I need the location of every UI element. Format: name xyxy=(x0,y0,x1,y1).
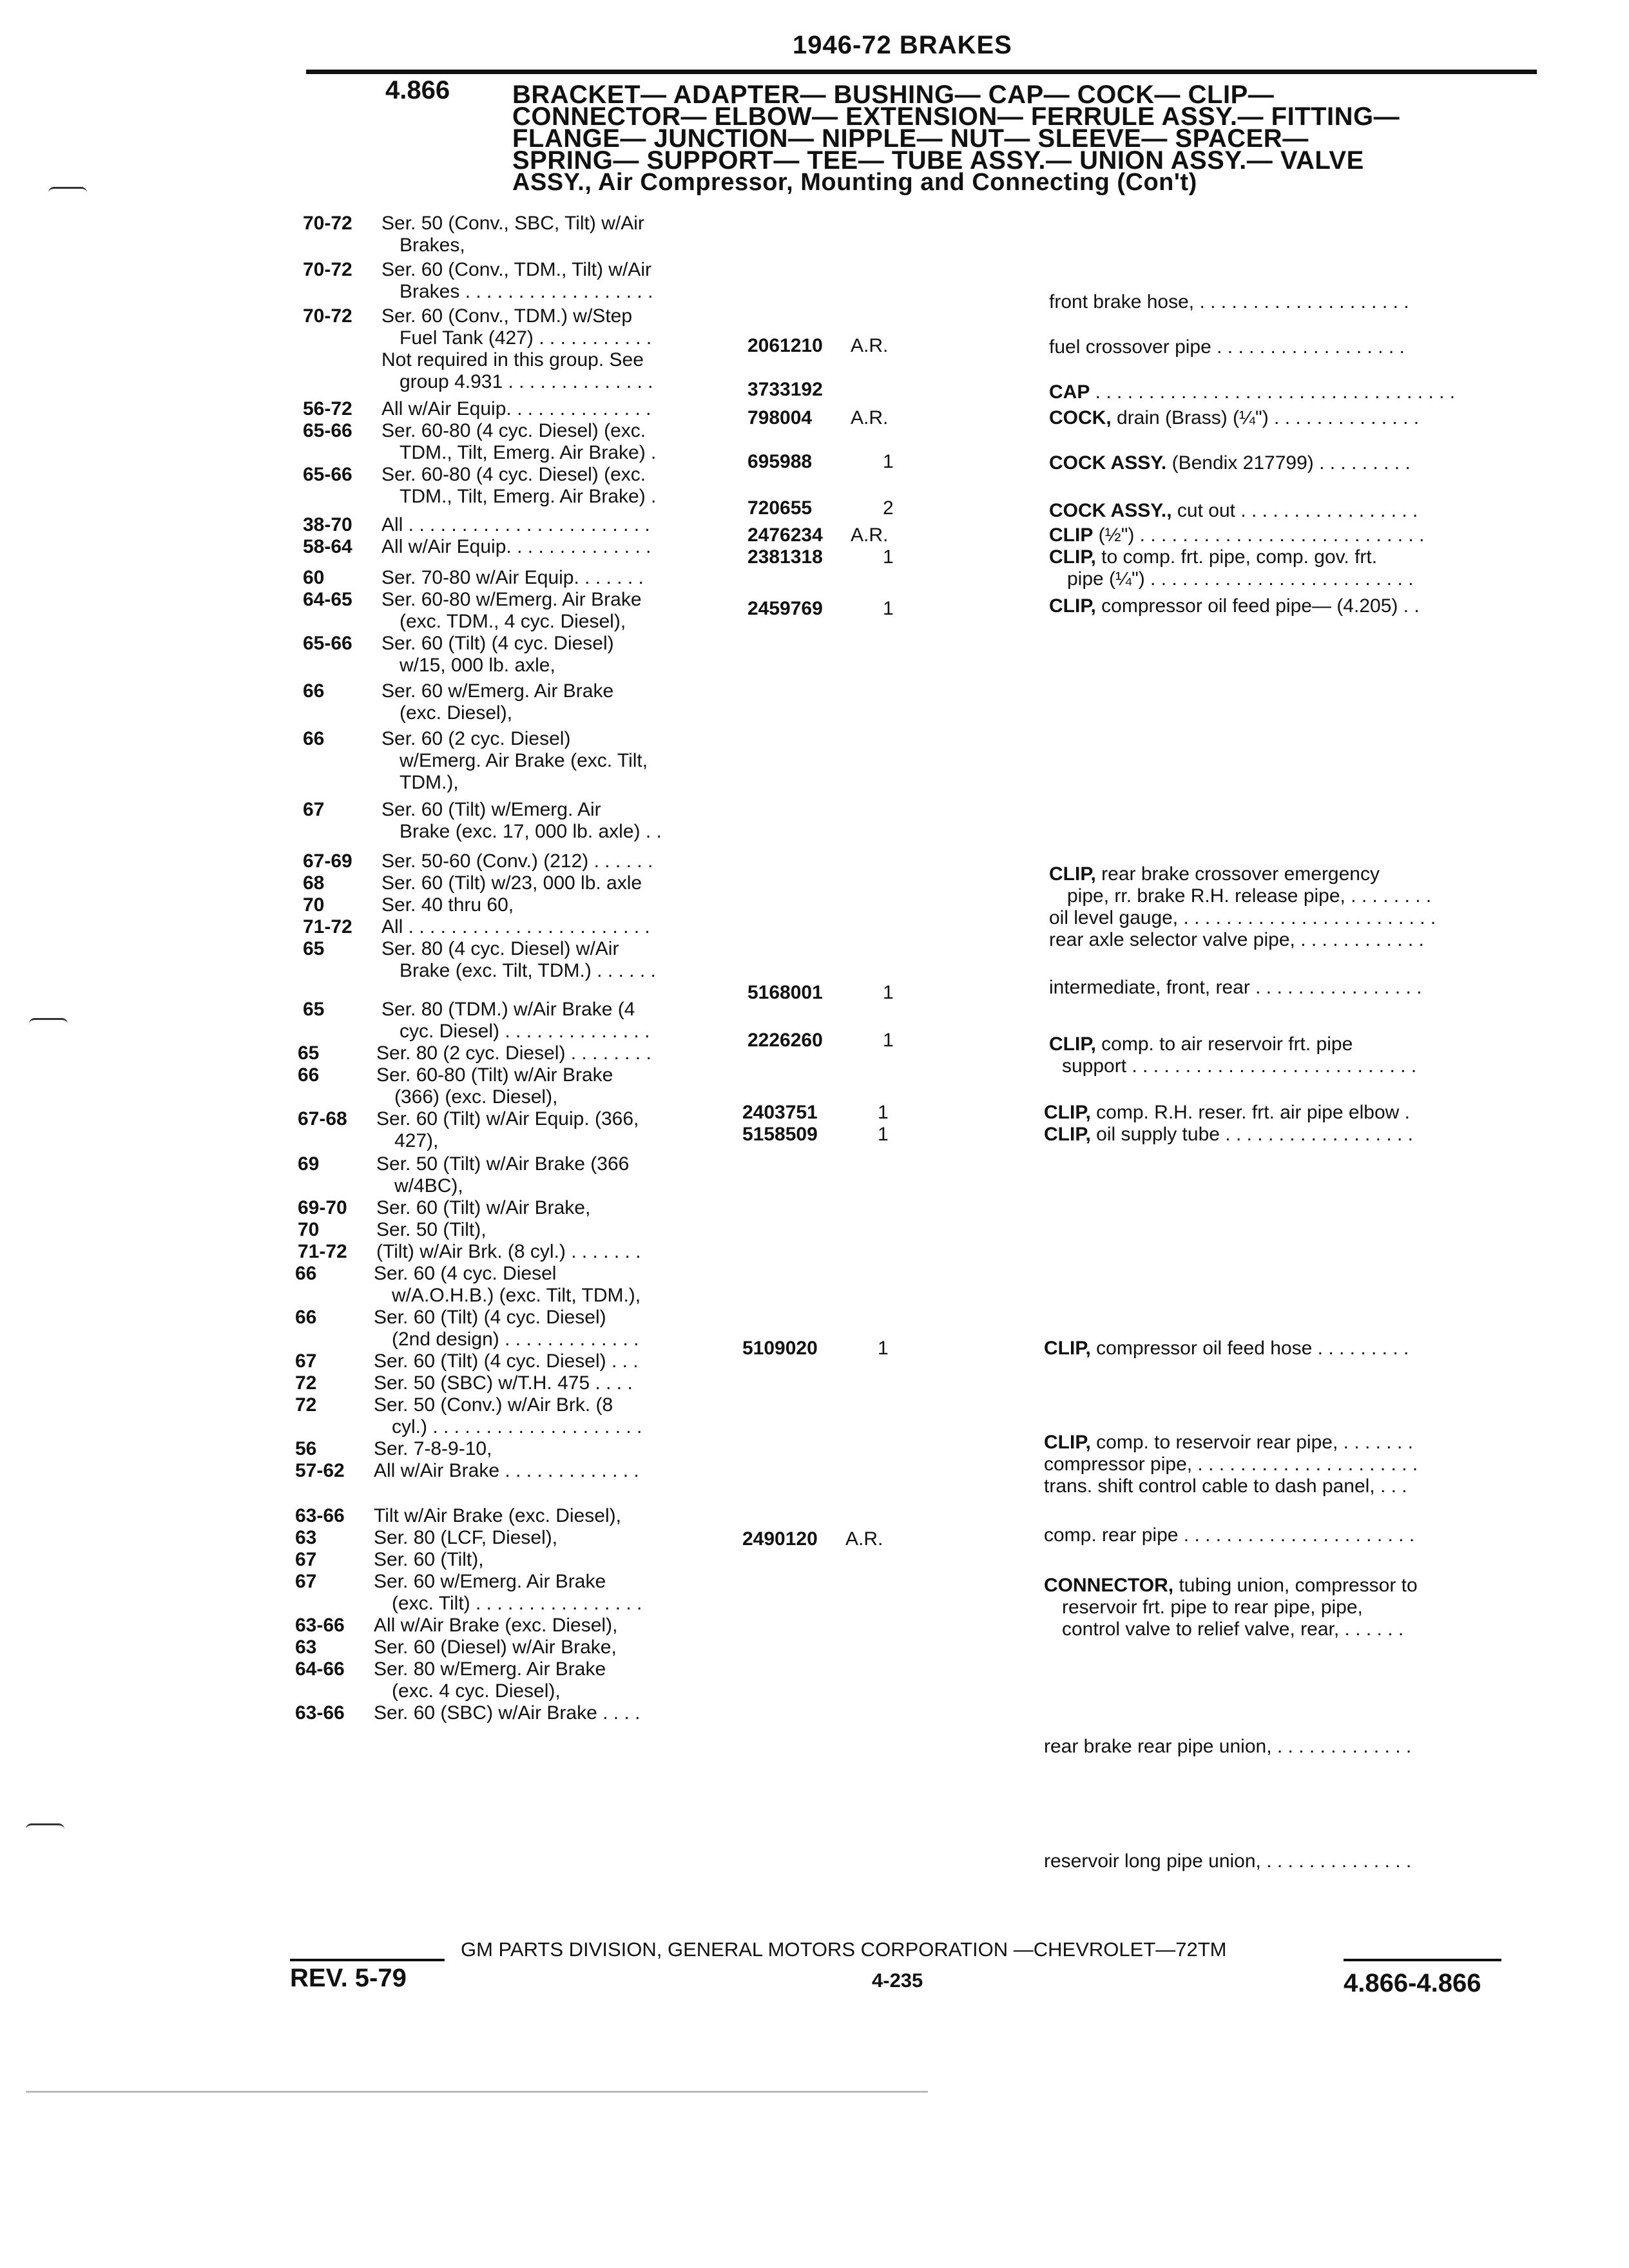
part-name xyxy=(1062,1597,1363,1619)
application-description: (exc. TDM., 4 cyc. Diesel), xyxy=(400,611,626,632)
model-year: 65 xyxy=(303,938,325,959)
application-description: Ser. 40 thru 60, xyxy=(381,894,514,916)
application-description: All w/Air Equip. . . . . . . . . . . . . . xyxy=(381,398,651,419)
part-name-text: trans. shift control cable to dash panel, . . . xyxy=(1044,1475,1407,1497)
part-name-keyword: CLIP, xyxy=(1049,595,1096,617)
model-year: 65-66 xyxy=(303,420,352,441)
quantity: 1 xyxy=(878,1124,889,1145)
application-description: Ser. 80 (LCF, Diesel), xyxy=(374,1527,558,1548)
application-description: w/15, 000 lb. axle, xyxy=(400,655,555,676)
binder-hole-mark xyxy=(26,1823,64,1829)
application-description: w/Emerg. Air Brake (exc. Tilt, xyxy=(400,750,648,771)
model-year: 67 xyxy=(295,1350,317,1372)
model-year: 38-70 xyxy=(303,514,352,535)
part-name-text: (Bendix 217799) . . . . . . . . . xyxy=(1166,452,1411,474)
model-year: 63-66 xyxy=(295,1615,345,1636)
part-name xyxy=(1049,1033,1353,1055)
quantity: A.R. xyxy=(851,407,889,428)
part-name xyxy=(1044,1524,1414,1546)
application-description: Ser. 60 (Tilt) w/Air Equip. (366, xyxy=(376,1108,639,1129)
model-year: 67-69 xyxy=(303,850,352,872)
part-name-text: pipe (¼") . . . . . . . . . . . . . . . . . . . . . . . . . xyxy=(1067,568,1414,590)
part-name xyxy=(1049,500,1418,522)
quantity: 2 xyxy=(883,497,894,519)
application-description: w/4BC), xyxy=(394,1175,463,1196)
application-description: Ser. 50 (Conv., SBC, Tilt) w/Air xyxy=(381,213,644,234)
model-year: 64-65 xyxy=(303,589,352,610)
model-year: 65 xyxy=(298,1043,320,1064)
part-name-text: reservoir long pipe union, . . . . . . . . . . . . . . xyxy=(1044,1850,1412,1872)
application-description: Ser. 80 w/Emerg. Air Brake xyxy=(374,1658,606,1680)
model-year: 69 xyxy=(298,1153,320,1175)
part-name xyxy=(1049,907,1436,929)
application-description: cyc. Diesel) . . . . . . . . . . . . . . xyxy=(400,1021,650,1042)
part-name xyxy=(1049,863,1380,885)
part-name-text: comp. rear pipe . . . . . . . . . . . . . . . . . . . . . . xyxy=(1044,1524,1415,1546)
model-year: 70-72 xyxy=(303,213,352,234)
part-name-keyword: COCK, xyxy=(1049,407,1112,428)
part-name-text: compressor oil feed pipe— (4.205) . . xyxy=(1095,595,1420,617)
part-name xyxy=(1062,1055,1416,1077)
model-year: 70-72 xyxy=(303,259,352,280)
model-year: 70 xyxy=(298,1219,320,1240)
binder-hole-mark xyxy=(48,187,87,193)
part-number: 798004 xyxy=(747,407,813,428)
quantity: A.R. xyxy=(845,1528,883,1550)
quantity: A.R. xyxy=(851,335,889,356)
application-description: Ser. 60 (Conv., TDM., Tilt) w/Air xyxy=(381,259,651,280)
application-description: All w/Air Brake . . . . . . . . . . . . . xyxy=(374,1460,639,1481)
model-year: 63 xyxy=(295,1527,317,1548)
application-description: Ser. 60-80 (Tilt) w/Air Brake xyxy=(376,1064,613,1086)
application-description: Ser. 70-80 w/Air Equip. . . . . . . xyxy=(381,567,644,588)
application-description: Brake (exc. Tilt, TDM.) . . . . . . xyxy=(400,960,656,981)
part-name-text: fuel crossover pipe . . . . . . . . . . . . . . . . . . xyxy=(1049,336,1405,358)
application-description: Tilt w/Air Brake (exc. Diesel), xyxy=(374,1505,621,1526)
application-description: Ser. 80 (TDM.) w/Air Brake (4 xyxy=(381,999,635,1020)
part-name xyxy=(1049,546,1377,568)
application-description: All w/Air Equip. . . . . . . . . . . . . . xyxy=(381,536,651,557)
quantity: A.R. xyxy=(851,524,889,546)
part-name-keyword: CLIP, xyxy=(1044,1102,1091,1123)
application-description: All w/Air Brake (exc. Diesel), xyxy=(374,1615,618,1636)
application-description: Ser. 60-80 w/Emerg. Air Brake xyxy=(381,589,642,610)
model-year: 68 xyxy=(303,872,325,894)
model-year: 63 xyxy=(295,1637,317,1658)
application-description: Ser. 60-80 (4 cyc. Diesel) (exc. xyxy=(381,464,646,485)
model-year: 69-70 xyxy=(298,1197,347,1218)
model-year: 66 xyxy=(298,1064,320,1086)
model-year: 56 xyxy=(295,1438,317,1459)
model-year: 63-66 xyxy=(295,1702,345,1724)
group-title xyxy=(512,81,1492,196)
part-name xyxy=(1049,336,1405,358)
footer-rule-right xyxy=(1344,1959,1501,1961)
model-year: 70-72 xyxy=(303,305,352,327)
model-year: 65 xyxy=(303,999,325,1020)
part-name xyxy=(1044,1850,1411,1872)
part-name-keyword: CLIP xyxy=(1049,524,1094,546)
application-description: Ser. 60 (2 cyc. Diesel) xyxy=(381,728,571,749)
part-name xyxy=(1049,291,1409,313)
model-year: 66 xyxy=(303,680,325,702)
part-name-text: . . . . . . . . . . . . . . . . . . . . . . . . . . . . . . . . . . xyxy=(1090,381,1456,403)
part-name-keyword: CLIP, xyxy=(1049,546,1096,568)
application-description: (Tilt) w/Air Brk. (8 cyl.) . . . . . . . xyxy=(376,1241,641,1262)
part-name-keyword: CAP xyxy=(1049,381,1090,403)
model-year: 72 xyxy=(295,1372,317,1394)
application-description: Ser. 7-8-9-10, xyxy=(374,1438,492,1459)
part-name-text: (½") . . . . . . . . . . . . . . . . . . . . . . . . . . . xyxy=(1093,524,1425,546)
application-description: w/A.O.H.B.) (exc. Tilt, TDM.), xyxy=(392,1285,641,1306)
quantity: 1 xyxy=(883,1030,894,1051)
model-year: 56-72 xyxy=(303,398,352,419)
part-number: 5158509 xyxy=(742,1124,818,1145)
part-name-keyword: CLIP, xyxy=(1044,1432,1091,1453)
application-description: Not required in this group. See xyxy=(381,349,644,370)
part-name-keyword: CLIP, xyxy=(1049,863,1096,885)
part-name xyxy=(1044,1575,1418,1597)
application-description: TDM., Tilt, Emerg. Air Brake) . xyxy=(400,486,657,507)
group-title-line: CONNECTOR— ELBOW— EXTENSION— FERRULE ASSY.— FITTING— xyxy=(512,102,1400,131)
part-name-keyword: CLIP, xyxy=(1044,1124,1091,1145)
model-year: 67 xyxy=(303,799,325,820)
application-description: (2nd design) . . . . . . . . . . . . . xyxy=(392,1329,639,1350)
application-description: Ser. 60-80 (4 cyc. Diesel) (exc. xyxy=(381,420,646,441)
part-name-keyword: CLIP, xyxy=(1044,1338,1091,1359)
part-name-text: rear brake crossover emergency xyxy=(1095,863,1380,885)
application-description: TDM., Tilt, Emerg. Air Brake) . xyxy=(400,442,657,463)
application-description: Ser. 60 (Tilt) (4 cyc. Diesel) xyxy=(374,1307,606,1328)
model-year: 57-62 xyxy=(295,1460,345,1481)
application-description: Ser. 50 (SBC) w/T.H. 475 . . . . xyxy=(374,1372,633,1394)
model-year: 67-68 xyxy=(298,1108,347,1129)
application-description: Ser. 60 (Tilt), xyxy=(374,1549,484,1570)
quantity: 1 xyxy=(878,1338,889,1359)
application-description: Brake (exc. 17, 000 lb. axle) . . xyxy=(400,821,662,842)
part-number: 2459769 xyxy=(747,598,823,619)
part-name-keyword: CLIP, xyxy=(1049,1033,1096,1055)
model-year: 70 xyxy=(303,894,325,916)
part-name xyxy=(1044,1338,1409,1360)
application-description: Ser. 60 (Tilt) (4 cyc. Diesel) xyxy=(381,633,614,654)
part-name-text: to comp. frt. pipe, comp. gov. frt. xyxy=(1095,546,1378,568)
application-description: 427), xyxy=(394,1130,439,1151)
model-year: 66 xyxy=(295,1307,317,1328)
model-year: 63-66 xyxy=(295,1505,345,1526)
application-description: Ser. 60 (Tilt) w/Air Brake, xyxy=(376,1197,591,1218)
quantity: 1 xyxy=(883,598,894,619)
application-description: All . . . . . . . . . . . . . . . . . . . . . . . xyxy=(381,916,650,937)
model-year: 66 xyxy=(295,1263,317,1284)
footer-company: GM PARTS DIVISION, GENERAL MOTORS CORPORATION —CHEVROLET—72TM xyxy=(461,1938,1227,1961)
quantity: 1 xyxy=(878,1102,889,1123)
part-number: 2476234 xyxy=(747,524,823,546)
application-description: All . . . . . . . . . . . . . . . . . . . . . . . xyxy=(381,514,650,535)
quantity: 1 xyxy=(883,451,894,472)
model-year: 71-72 xyxy=(303,916,352,937)
model-year: 65-66 xyxy=(303,633,352,654)
model-year: 64-66 xyxy=(295,1658,345,1680)
application-description: Ser. 60 (Tilt) w/23, 000 lb. axle xyxy=(381,872,642,894)
application-description: Ser. 60 w/Emerg. Air Brake xyxy=(381,680,614,702)
part-name-keyword: COCK ASSY., xyxy=(1049,500,1172,521)
part-number: 2226260 xyxy=(747,1030,823,1051)
application-description: Ser. 50 (Tilt) w/Air Brake (366 xyxy=(376,1153,630,1175)
header-rule xyxy=(306,70,1537,74)
application-description: Ser. 50 (Tilt), xyxy=(376,1219,487,1240)
part-name xyxy=(1067,568,1413,590)
part-name-text: drain (Brass) (¼") . . . . . . . . . . . . . . xyxy=(1111,407,1420,428)
application-description: Ser. 60 (4 cyc. Diesel xyxy=(374,1263,557,1284)
part-name-text: tubing union, compressor to xyxy=(1173,1575,1418,1596)
revision-label: REV. 5-79 xyxy=(290,1964,407,1992)
application-description: (exc. Tilt) . . . . . . . . . . . . . . . . xyxy=(392,1593,642,1614)
part-name xyxy=(1044,1475,1407,1497)
quantity: 1 xyxy=(883,546,894,568)
part-name xyxy=(1067,885,1431,907)
part-name-text: comp. to reservoir rear pipe, . . . . . . . xyxy=(1090,1432,1413,1453)
application-description: Ser. 60 (Tilt) w/Emerg. Air xyxy=(381,799,601,820)
application-description: Ser. 80 (4 cyc. Diesel) w/Air xyxy=(381,938,619,959)
part-number: 5168001 xyxy=(747,982,823,1003)
application-description: Ser. 60 (SBC) w/Air Brake . . . . xyxy=(374,1702,641,1724)
part-name-text: compressor pipe, . . . . . . . . . . . . . . . . . . . . . xyxy=(1044,1454,1418,1475)
application-description: Ser. 80 (2 cyc. Diesel) . . . . . . . . xyxy=(376,1043,651,1064)
part-name xyxy=(1049,595,1420,617)
model-year: 67 xyxy=(295,1571,317,1592)
application-description: Ser. 50 (Conv.) w/Air Brk. (8 xyxy=(374,1394,613,1416)
application-description: TDM.), xyxy=(400,772,459,793)
application-description: Brakes . . . . . . . . . . . . . . . . . . xyxy=(400,281,653,302)
part-name-text: intermediate, front, rear . . . . . . . . . . . . . . . . xyxy=(1049,977,1422,998)
application-description: (exc. 4 cyc. Diesel), xyxy=(392,1680,561,1702)
part-name-text: front brake hose, . . . . . . . . . . . . . . . . . . . . xyxy=(1049,291,1409,312)
part-number: 720655 xyxy=(747,497,813,519)
model-year: 65-66 xyxy=(303,464,352,485)
part-name xyxy=(1049,407,1419,429)
part-name-text: cut out . . . . . . . . . . . . . . . . . xyxy=(1171,500,1418,521)
part-name-keyword: CONNECTOR, xyxy=(1044,1575,1174,1596)
part-name-text: oil level gauge, . . . . . . . . . . . . . . . . . . . . . . . . xyxy=(1049,907,1436,928)
application-description: Ser. 60 (Diesel) w/Air Brake, xyxy=(374,1637,617,1658)
application-description: cyl.) . . . . . . . . . . . . . . . . . . . . xyxy=(392,1416,642,1437)
part-name-text: control valve to relief valve, rear, . . . . . . xyxy=(1062,1619,1404,1640)
application-description: Brakes, xyxy=(400,235,465,256)
part-name xyxy=(1049,929,1424,951)
application-description: (exc. Diesel), xyxy=(400,702,513,724)
application-description: group 4.931 . . . . . . . . . . . . . . xyxy=(400,371,653,392)
part-name-text: comp. R.H. reser. frt. air pipe elbow . xyxy=(1090,1102,1410,1123)
part-name-text: pipe, rr. brake R.H. release pipe, . . . . . . . . xyxy=(1067,885,1432,907)
application-description: (366) (exc. Diesel), xyxy=(394,1086,558,1108)
part-number: 3733192 xyxy=(747,379,823,400)
application-description: Fuel Tank (427) . . . . . . . . . . . xyxy=(400,327,652,349)
part-name-text: rear axle selector valve pipe, . . . . . . . . . . . . xyxy=(1049,929,1424,950)
application-description: Ser. 50-60 (Conv.) (212) . . . . . . xyxy=(381,850,653,872)
footer-rule-left xyxy=(290,1959,445,1961)
part-name xyxy=(1044,1736,1411,1758)
model-year: 60 xyxy=(303,567,325,588)
model-year: 58-64 xyxy=(303,536,352,557)
part-name-text: reservoir frt. pipe to rear pipe, pipe, xyxy=(1062,1597,1363,1618)
group-range: 4.866-4.866 xyxy=(1344,1969,1481,1997)
part-name xyxy=(1044,1124,1413,1146)
model-year: 66 xyxy=(303,728,325,749)
part-number: 2490120 xyxy=(742,1528,818,1550)
part-name xyxy=(1044,1454,1418,1475)
part-name xyxy=(1044,1102,1410,1124)
scan-artifact-line xyxy=(26,2091,928,2093)
application-description: Ser. 60 w/Emerg. Air Brake xyxy=(374,1571,606,1592)
group-number: 4.866 xyxy=(385,76,450,104)
part-name xyxy=(1044,1432,1413,1454)
page-title: 1946-72 BRAKES xyxy=(793,31,1012,59)
part-name-text: compressor oil feed hose . . . . . . . . . xyxy=(1090,1338,1409,1359)
part-name-text: comp. to air reservoir frt. pipe xyxy=(1095,1033,1353,1055)
group-title-line: SPRING— SUPPORT— TEE— TUBE ASSY.— UNION ASSY.— VALVE xyxy=(512,146,1364,175)
group-title-line: ASSY., Air Compressor, Mounting and Connecting (Con't) xyxy=(512,169,1197,196)
part-number: 2061210 xyxy=(747,335,823,356)
part-name-keyword: COCK ASSY. xyxy=(1049,452,1167,474)
quantity: 1 xyxy=(883,982,894,1003)
model-year: 71-72 xyxy=(298,1241,347,1262)
application-description: Ser. 60 (Conv., TDM.) w/Step xyxy=(381,305,633,327)
part-name-text: rear brake rear pipe union, . . . . . . . . . . . . . xyxy=(1044,1736,1412,1757)
binder-hole-mark xyxy=(29,1018,68,1024)
part-name xyxy=(1049,452,1411,474)
part-number: 5109020 xyxy=(742,1338,818,1359)
part-name xyxy=(1049,381,1455,403)
group-title-line: FLANGE— JUNCTION— NIPPLE— NUT— SLEEVE— SPACER— xyxy=(512,124,1309,153)
part-number: 2403751 xyxy=(742,1102,818,1123)
part-name-text: support . . . . . . . . . . . . . . . . . . . . . . . . . . . xyxy=(1062,1055,1417,1077)
model-year: 67 xyxy=(295,1549,317,1570)
part-number: 2381318 xyxy=(747,546,823,568)
application-description: Ser. 60 (Tilt) (4 cyc. Diesel) . . . xyxy=(374,1350,639,1372)
part-number: 695988 xyxy=(747,451,813,472)
model-year: 72 xyxy=(295,1394,317,1416)
part-name xyxy=(1062,1619,1403,1640)
page-number: 4-235 xyxy=(872,1969,923,1992)
part-name xyxy=(1049,977,1422,999)
group-title-line: BRACKET— ADAPTER— BUSHING— CAP— COCK— CLIP— xyxy=(512,81,1275,109)
part-name-text: oil supply tube . . . . . . . . . . . . . . . . . . xyxy=(1090,1124,1413,1145)
part-name xyxy=(1049,524,1424,546)
